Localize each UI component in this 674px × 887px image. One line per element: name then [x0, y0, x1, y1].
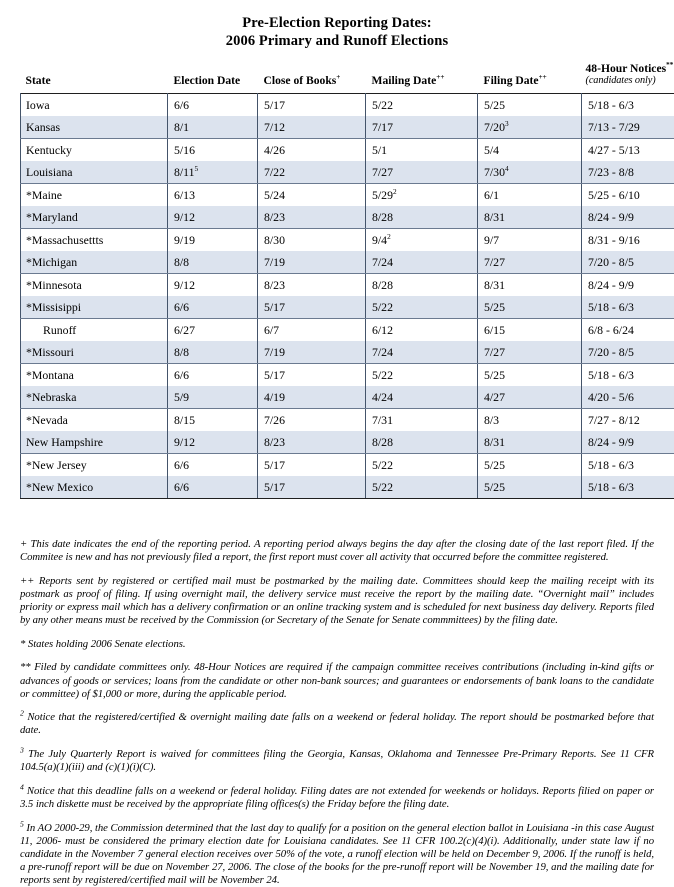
cell-election-date: 6/13: [168, 184, 258, 207]
cell-state: *Michigan: [21, 251, 168, 274]
cell-election-date: 8/15: [168, 409, 258, 432]
footnote: [20, 711, 654, 737]
footnote-marker: +: [20, 538, 27, 550]
cell-mailing-date: 5/22: [366, 296, 478, 319]
footnote-marker: ++: [20, 575, 34, 587]
page-title: [0, 0, 674, 50]
cell-close-of-books: 4/26: [258, 139, 366, 162]
cell-mailing-date: 8/28: [366, 431, 478, 454]
table-row: [21, 161, 674, 184]
cell-48-hour-notices: 7/20 - 8/5: [582, 251, 674, 274]
cell-mailing-date-footnote-ref: 2: [393, 187, 397, 196]
table-row: [21, 94, 674, 117]
cell-mailing-date: 7/17: [366, 116, 478, 139]
cell-close-of-books: 4/19: [258, 386, 366, 409]
cell-state: *Massachusettts: [21, 229, 168, 252]
cell-filing-date: 5/25: [478, 454, 582, 477]
cell-48-hour-notices: 5/18 - 6/3: [582, 94, 674, 117]
cell-election-date: 6/27: [168, 319, 258, 342]
schedule-table: [20, 62, 674, 499]
table-row: [21, 409, 674, 432]
cell-election-date: 6/6: [168, 364, 258, 387]
cell-48-hour-notices: 4/27 - 5/13: [582, 139, 674, 162]
cell-close-of-books: 8/23: [258, 274, 366, 297]
cell-election-date-footnote-ref: 5: [195, 164, 199, 173]
cell-filing-date: 4/27: [478, 386, 582, 409]
cell-48-hour-notices: 6/8 - 6/24: [582, 319, 674, 342]
footnote-marker: 3: [20, 746, 24, 755]
cell-48-hour-notices: 5/18 - 6/3: [582, 476, 674, 499]
cell-close-of-books: 8/23: [258, 206, 366, 229]
footnote: [20, 638, 654, 651]
cell-state: *Missisippi: [21, 296, 168, 319]
cell-election-date: 6/6: [168, 476, 258, 499]
notices-subtitle: (candidates only): [586, 75, 674, 87]
cell-state: Kentucky: [21, 139, 168, 162]
close-of-books-marker: +: [336, 73, 340, 81]
cell-state: *Missouri: [21, 341, 168, 364]
cell-filing-date: 5/25: [478, 94, 582, 117]
cell-filing-date: 9/7: [478, 229, 582, 252]
table-row: [21, 116, 674, 139]
cell-state: *Nevada: [21, 409, 168, 432]
cell-state: Runoff: [21, 319, 168, 342]
cell-close-of-books: 5/24: [258, 184, 366, 207]
schedule-table-container: [20, 50, 654, 499]
cell-election-date: 5/16: [168, 139, 258, 162]
header-row: [21, 62, 674, 94]
cell-mailing-date-footnote-ref: 2: [387, 232, 391, 241]
cell-close-of-books: 7/26: [258, 409, 366, 432]
column-header-close-of-books: Close of Books+: [258, 62, 366, 94]
cell-state: Iowa: [21, 94, 168, 117]
cell-close-of-books: 8/30: [258, 229, 366, 252]
cell-48-hour-notices: 7/20 - 8/5: [582, 341, 674, 364]
cell-filing-date: 7/27: [478, 341, 582, 364]
footnote: [20, 748, 654, 774]
footnote-marker: *: [20, 638, 25, 650]
cell-48-hour-notices: 7/27 - 8/12: [582, 409, 674, 432]
cell-close-of-books: 5/17: [258, 476, 366, 499]
cell-close-of-books: 7/12: [258, 116, 366, 139]
cell-filing-date: 5/4: [478, 139, 582, 162]
cell-election-date: 9/12: [168, 274, 258, 297]
cell-election-date: $8/11^5$: [168, 161, 258, 184]
cell-48-hour-notices: 7/13 - 7/29: [582, 116, 674, 139]
cell-mailing-date: 7/31: [366, 409, 478, 432]
title-line-1: Pre-Election Reporting Dates:: [0, 14, 674, 32]
footnote-text: States holding 2006 Senate elections.: [25, 638, 185, 650]
filing-date-marker: ++: [539, 73, 547, 81]
cell-48-hour-notices: 5/18 - 6/3: [582, 296, 674, 319]
table-body: [21, 94, 674, 499]
cell-filing-date: 5/25: [478, 476, 582, 499]
cell-filing-date: $7/20^3$: [478, 116, 582, 139]
cell-filing-date: 8/31: [478, 274, 582, 297]
column-header-mailing-date: Mailing Date++: [366, 62, 478, 94]
cell-election-date: 9/12: [168, 206, 258, 229]
cell-mailing-date: $9/4^2$: [366, 229, 478, 252]
footnote-text: The July Quarterly Report is waived for committees filing the Georgia, Kansas, Oklahoma and Tennessee Pre-Primary Reports. See 11 CFR 104.5(a)(1)(iii) and (c)(1)(i)(C).: [20, 748, 654, 773]
cell-state: Kansas: [21, 116, 168, 139]
cell-election-date: 8/8: [168, 341, 258, 364]
footnote: [20, 575, 654, 627]
cell-mailing-date: 5/22: [366, 94, 478, 117]
cell-close-of-books: 7/19: [258, 251, 366, 274]
cell-state: New Hampshire: [21, 431, 168, 454]
table-row: [21, 139, 674, 162]
cell-filing-date: 8/31: [478, 206, 582, 229]
cell-state: Louisiana: [21, 161, 168, 184]
cell-mailing-date: 6/12: [366, 319, 478, 342]
table-row: [21, 319, 674, 342]
footnote: [20, 538, 654, 564]
cell-48-hour-notices: 8/31 - 9/16: [582, 229, 674, 252]
cell-close-of-books: 6/7: [258, 319, 366, 342]
column-header-election-date: Election Date: [168, 62, 258, 94]
footnote-text: In AO 2000-29, the Commission determined that the last day to qualify for a position on the general election ballot in Louisiana -in this case August 11, 2006- must be considered the primary election date for Louisiana candidates. See 11 CFR 100.2(c)(4)(i). Additionally, under state law if no candidate in the November 7 general election receives over 50% of the vote, a runoff election will be held on December 9, 2006. If the runoff is held, a pre-runoff report will be due on November 27, 2006. The close of the books for the pre-runoff report will be November 19, and the mailing date for reports sent by registered/certified mail will be November 24.: [20, 822, 654, 886]
table-row: [21, 206, 674, 229]
cell-filing-date-footnote-ref: 4: [505, 164, 509, 173]
footnote-marker: 4: [20, 783, 24, 792]
footnote-text: This date indicates the end of the reporting period. A reporting period always begins the day after the closing date of the last report filed. If the Commitee is new and has not previously filed a report, the first report must cover all activity that occurred before the committee registered.: [20, 538, 654, 563]
cell-filing-date: $7/30^4$: [478, 161, 582, 184]
cell-election-date: 6/6: [168, 296, 258, 319]
cell-election-date: 5/9: [168, 386, 258, 409]
footnote-marker: **: [20, 661, 31, 673]
cell-filing-date: 8/31: [478, 431, 582, 454]
footnote-text: Reports sent by registered or certified mail must be postmarked by the mailing date. Committees should keep the mailing receipt with its postmark as proof of filing. If using overnight mail, the delivery service must receive the report by the mailing date. “Overnight mail” includes priority or express mail which has a delivery confirmation or an online tracking system and is scheduled for next business day delivery. Reports filed by any other means must be received by the Commission (or Secretary of the Senate for Senate commmittees) by the filing date.: [20, 575, 654, 626]
cell-close-of-books: 5/17: [258, 454, 366, 477]
cell-filing-date: 5/25: [478, 296, 582, 319]
notices-marker: **: [666, 61, 673, 69]
cell-election-date: 6/6: [168, 454, 258, 477]
column-header-state: State: [21, 62, 168, 94]
column-header-48-hour-notices: 48-Hour Notices** (candidates only): [582, 62, 674, 94]
cell-filing-date-footnote-ref: 3: [505, 119, 509, 128]
table-row: [21, 431, 674, 454]
cell-filing-date: 6/15: [478, 319, 582, 342]
footnote-text: Notice that the registered/certified & overnight mailing date falls on a weekend or federal holiday. The report should be postmarked before that date.: [20, 711, 654, 736]
cell-state: *Minnesota: [21, 274, 168, 297]
cell-filing-date: 5/25: [478, 364, 582, 387]
cell-48-hour-notices: 7/23 - 8/8: [582, 161, 674, 184]
cell-mailing-date: 5/22: [366, 476, 478, 499]
footnote-marker: 5: [20, 819, 24, 828]
cell-filing-date: 7/27: [478, 251, 582, 274]
footnote: [20, 661, 654, 700]
cell-mailing-date: 7/24: [366, 251, 478, 274]
cell-48-hour-notices: 4/20 - 5/6: [582, 386, 674, 409]
cell-close-of-books: 5/17: [258, 94, 366, 117]
cell-state: *Maine: [21, 184, 168, 207]
cell-48-hour-notices: 5/18 - 6/3: [582, 364, 674, 387]
cell-48-hour-notices: 5/18 - 6/3: [582, 454, 674, 477]
cell-election-date: 9/19: [168, 229, 258, 252]
cell-mailing-date: 5/22: [366, 364, 478, 387]
cell-48-hour-notices: 8/24 - 9/9: [582, 431, 674, 454]
cell-mailing-date: $5/29^2$: [366, 184, 478, 207]
cell-mailing-date: 7/24: [366, 341, 478, 364]
cell-mailing-date: 5/22: [366, 454, 478, 477]
footnote: [20, 785, 654, 811]
footnote-marker: 2: [20, 709, 24, 718]
footnote: [20, 822, 654, 887]
footnotes-section: [20, 499, 654, 887]
cell-mailing-date: 5/1: [366, 139, 478, 162]
cell-close-of-books: 5/17: [258, 364, 366, 387]
table-header: [21, 62, 674, 94]
table-row: [21, 229, 674, 252]
cell-filing-date: 6/1: [478, 184, 582, 207]
cell-mailing-date: 4/24: [366, 386, 478, 409]
cell-mailing-date: 8/28: [366, 206, 478, 229]
cell-mailing-date: 7/27: [366, 161, 478, 184]
cell-48-hour-notices: 8/24 - 9/9: [582, 206, 674, 229]
cell-state: *Nebraska: [21, 386, 168, 409]
footnote-text: Filed by candidate committees only. 48-Hour Notices are required if the campaign committee receives contributions (including in-kind gifts or advances of goods or services; loans from the candidate or other non-bank sources; and guarantees or endorsements of bank loans to the candidate or committee) of $1,000 or more, during the applicable period.: [20, 661, 654, 699]
cell-close-of-books: 7/19: [258, 341, 366, 364]
title-line-2: 2006 Primary and Runoff Elections: [0, 32, 674, 50]
table-row: [21, 184, 674, 207]
cell-close-of-books: 7/22: [258, 161, 366, 184]
table-row: [21, 454, 674, 477]
cell-state: *Maryland: [21, 206, 168, 229]
cell-election-date: 8/1: [168, 116, 258, 139]
cell-filing-date: 8/3: [478, 409, 582, 432]
cell-state: *New Mexico: [21, 476, 168, 499]
cell-48-hour-notices: 5/25 - 6/10: [582, 184, 674, 207]
cell-close-of-books: 5/17: [258, 296, 366, 319]
cell-48-hour-notices: 8/24 - 9/9: [582, 274, 674, 297]
table-row: [21, 476, 674, 499]
table-row: [21, 296, 674, 319]
cell-election-date: 9/12: [168, 431, 258, 454]
footnote-text: Notice that this deadline falls on a weekend or federal holiday. Filing dates are not extended for weekends or holidays. Reports filied on paper or 3.5 inch diskette must be received by the appropriate filing offices(s) the Friday before the filing date.: [20, 785, 654, 810]
table-row: [21, 364, 674, 387]
table-row: [21, 251, 674, 274]
cell-election-date: 6/6: [168, 94, 258, 117]
cell-state: *New Jersey: [21, 454, 168, 477]
cell-close-of-books: 8/23: [258, 431, 366, 454]
column-header-filing-date: Filing Date++: [478, 62, 582, 94]
cell-state: *Montana: [21, 364, 168, 387]
table-row: [21, 274, 674, 297]
cell-election-date: 8/8: [168, 251, 258, 274]
mailing-date-marker: ++: [436, 73, 444, 81]
table-row: [21, 341, 674, 364]
table-row: [21, 386, 674, 409]
cell-mailing-date: 8/28: [366, 274, 478, 297]
